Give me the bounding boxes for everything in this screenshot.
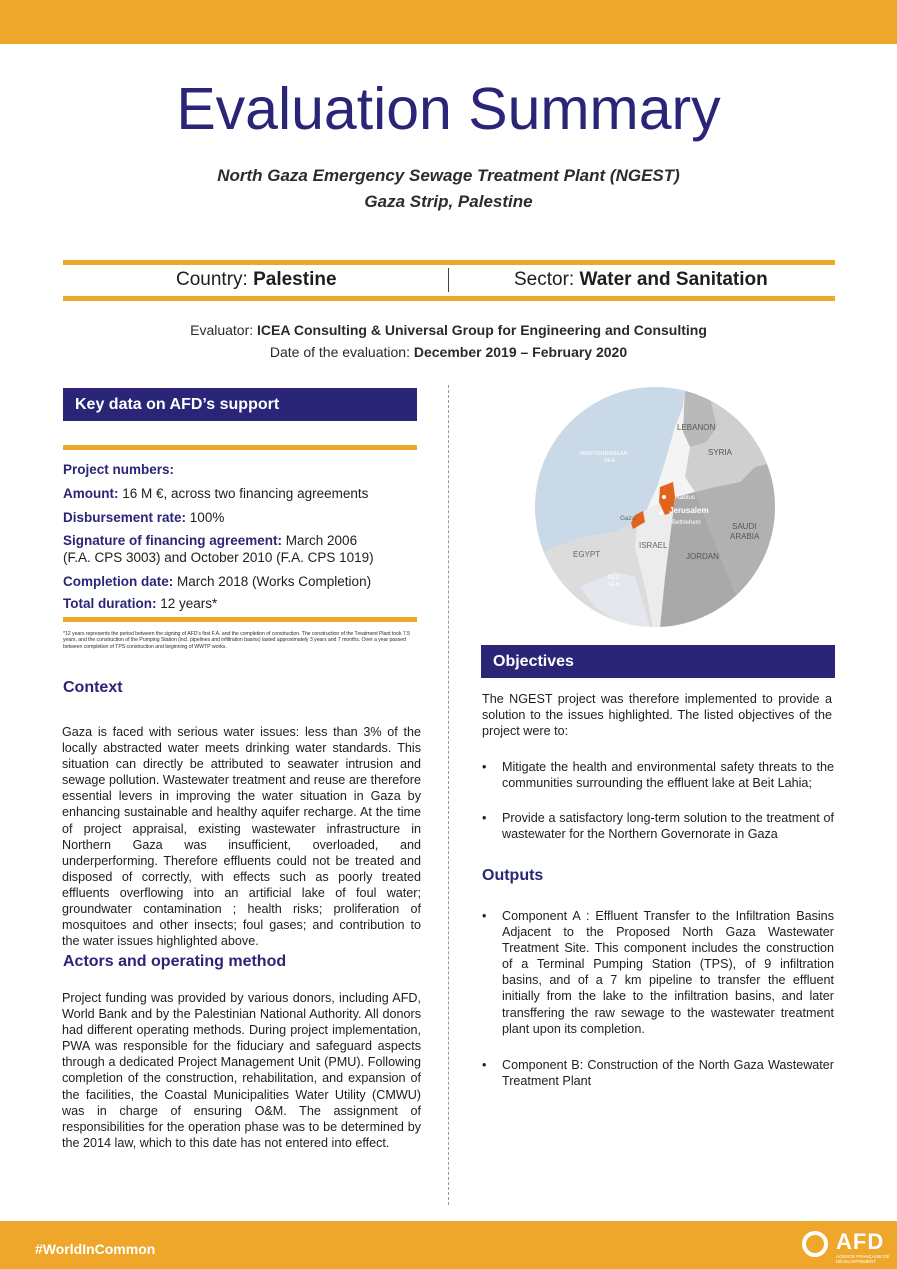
map-label-jerusalem: Jerusalem bbox=[669, 506, 709, 515]
nablus-marker bbox=[662, 495, 666, 499]
context-text: Gaza is faced with serious water issues: less than 3% of the locally abstracted water meets drinking water standards. This situation can directly be attributed to seawater intrusion and sewage pollution. Wastewater treatment and reuse are therefore essential levers in improving the water situation in Gaza by enhancing sustainable and healthy aquifer recharge. At the time of project appraisal, existing wastewater infrastructure in Northern Gaza was insufficient, overloaded, and underperforming. Therefore effluents could not be treated and disposed of correctly, with effects such as poorly treated effluents overflowing into an artificial lake of foul water; groundwater contamination ; health risks; proliferation of mosquitoes and other insects; foul gases; and contribution to the water issues highlighted above. bbox=[62, 725, 421, 949]
map-label-saudi2: ARABIA bbox=[730, 532, 760, 541]
actors-text: Project funding was provided by various donors, including AFD, World Bank and by the Palestinian National Authority. All donors had different operating methods. During project implementation, PWA was responsible for the fiduciary and safeguard aspects through a dedicated Project Management Unit (PMU). Following completion of the construction, rehabilitation, and expansion of the facilities, the Coastal Municipalities Water Utility (CMWU) was in charge of ensuring O&M. The assignment of responsibilities for the operation phase was to be determined by the 2014 law, which to this date has not entered into effect. bbox=[62, 991, 421, 1150]
map-label-israel: ISRAEL bbox=[639, 541, 668, 550]
signature-agreement: Signature of financing agreement: March 2006 (F.A. CPS 3003) and October 2010 (F.A. CPS 1019) bbox=[63, 533, 374, 565]
disbursement-rate: Disbursement rate: 100% bbox=[63, 510, 225, 525]
column-divider bbox=[448, 385, 449, 1205]
duration-footnote: *12 years represents the period between the signing of AFD’s first F.A. and the completion of construction. The construction of the Treatment Plant took 7.5 years, and the construction of the Pumping Station (incl. pipelines and infiltration basins) lasted approximately 3 years and 7 months. Over a year passed between completion of TPS construction and beginning of WWTP works. bbox=[63, 631, 410, 650]
map-label-red2: SEA bbox=[608, 582, 620, 588]
afd-logo-text: AFD bbox=[836, 1229, 885, 1254]
bullet-dot-icon: • bbox=[482, 1058, 487, 1072]
map-label-saudi1: SAUDI bbox=[732, 522, 757, 531]
afd-logo-ring-icon bbox=[802, 1231, 828, 1257]
band-bottom-line bbox=[63, 296, 835, 301]
map-label-syria: SYRIA bbox=[708, 448, 733, 457]
amount: Amount: 16 M €, across two financing agreements bbox=[63, 486, 369, 501]
objective-item: • Provide a satisfactory long-term solution to the treatment of wastewater for the Northern Governorate in Gaza bbox=[482, 811, 834, 842]
evaluation-date-line: Date of the evaluation: December 2019 – February 2020 bbox=[269, 344, 628, 360]
actors-heading: Actors and operating method bbox=[63, 953, 287, 970]
objectives-intro: The NGEST project was therefore implemented to provide a solution to the issues highlighted. The listed objectives of the project were to: bbox=[482, 692, 832, 739]
band-top-line bbox=[63, 260, 835, 265]
output-item: • Component B: Construction of the North Gaza Wastewater Treatment Plant bbox=[482, 1058, 834, 1089]
output-item: • Component A : Effluent Transfer to the Infiltration Basins Adjacent to the Proposed North Gaza Wastewater Treatment Site. This component includes the construction of a Terminal Pumping Station (TPS), of 9 infiltration basins, and of a 7 km pipeline to transfer the effluent initially from the lake to the infiltration basins, and later transffering the raw sewage to the wastewater treatment plant upon its completion. bbox=[482, 909, 834, 1036]
project-name: North Gaza Emergency Sewage Treatment Plant (NGEST) bbox=[217, 166, 680, 185]
project-location: Gaza Strip, Palestine bbox=[364, 192, 533, 211]
map-label-egypt: EGYPT bbox=[573, 550, 601, 559]
map-label-jordan: JORDAN bbox=[686, 552, 719, 561]
sector-field: Sector: Water and Sanitation bbox=[514, 269, 768, 290]
bullet-dot-icon: • bbox=[482, 760, 487, 774]
key-data-heading: Key data on AFD’s support bbox=[63, 388, 417, 421]
region-map bbox=[535, 387, 775, 627]
map-label-sea2: SEA bbox=[604, 458, 616, 464]
page-title: Evaluation Summary bbox=[176, 76, 721, 142]
context-heading: Context bbox=[63, 679, 123, 696]
outputs-heading: Outputs bbox=[482, 867, 544, 884]
total-duration: Total duration: 12 years* bbox=[63, 596, 218, 611]
bullet-dot-icon: • bbox=[482, 811, 487, 825]
jerusalem-marker bbox=[659, 511, 663, 515]
map-label-sea1: MEDITERRANEAN bbox=[580, 451, 628, 457]
evaluator-line: Evaluator: ICEA Consulting & Universal Group for Engineering and Consulting bbox=[190, 322, 707, 338]
key-data-top-line bbox=[63, 445, 417, 450]
map-label-red1: RED bbox=[608, 575, 620, 581]
hashtag: #WorldInCommon bbox=[35, 1241, 156, 1257]
map-label-bethlehem: Bethlehem bbox=[672, 520, 701, 526]
afd-logo bbox=[800, 1229, 890, 1265]
afd-logo-subtitle: AGENCE FRANÇAISE DE DÉVELOPPEMENT bbox=[836, 1254, 890, 1264]
map-label-lebanon: LEBANON bbox=[677, 423, 716, 432]
band-divider bbox=[448, 268, 449, 292]
bullet-dot-icon: • bbox=[482, 909, 487, 923]
top-banner bbox=[0, 0, 897, 44]
map-label-nablus: Nablus bbox=[675, 494, 696, 501]
completion-date: Completion date: March 2018 (Works Completion) bbox=[63, 574, 372, 589]
objectives-heading: Objectives bbox=[481, 645, 835, 678]
objective-item: • Mitigate the health and environmental safety threats to the communities surrounding the effluent lake at Beit Lahia; bbox=[482, 760, 834, 791]
key-data-bottom-line bbox=[63, 617, 417, 622]
country-field: Country: Palestine bbox=[176, 269, 337, 290]
project-numbers: Project numbers: bbox=[63, 462, 175, 477]
map-label-gaza: Gaza bbox=[620, 515, 636, 522]
